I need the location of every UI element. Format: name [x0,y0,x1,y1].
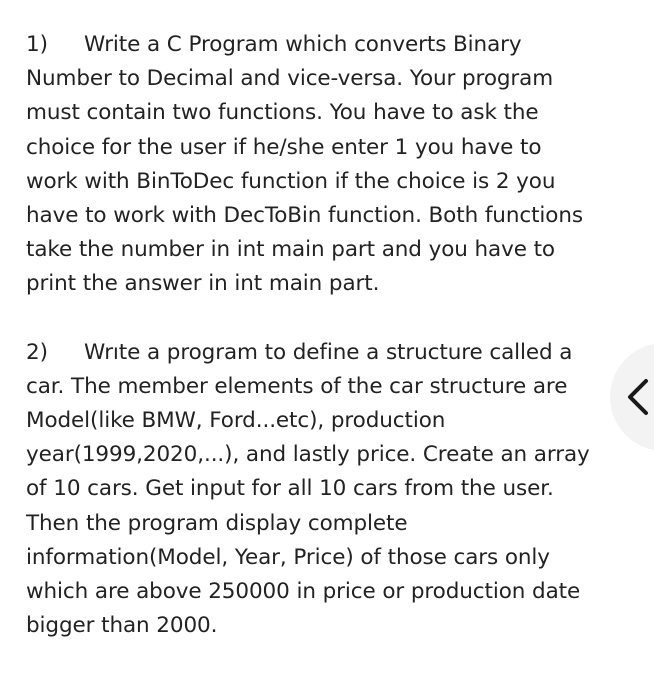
question-2-text-line: information(Model, Year, Price) of those cars only [26,544,550,570]
question-2-text-line: Wrıte a program to define a structure called a [84,339,573,365]
question-1-text-line: work with BinToDec function if the choice is 2 you [26,168,556,194]
question-2 [26,336,636,644]
question-1-text-line: have to work with DecToBin function. Both functions [26,203,583,229]
document-body [26,28,636,643]
question-2-text-line: car. The member elements of the car structure are [26,373,568,399]
question-2-text-line: which are above 250000 in price or production date [26,579,581,605]
question-2-number: 2) [26,339,48,365]
question-2-text-line: of 10 cars. Get input for all 10 cars from the user. [26,476,554,502]
question-1-text-line: print the answer in int main part. [26,271,380,297]
question-1 [26,28,636,302]
question-2-line-1 [26,336,636,370]
question-1-number: 1) [26,32,48,57]
question-1-text-line: take the number in int main part and you have to [26,237,555,263]
question-1-line-1 [26,28,636,62]
question-1-text-line: Write a C Program which converts Binary [84,32,522,57]
question-2-text-line: year(1999,2020,...), and lastly price. Create an array [26,442,590,468]
chevron-left-icon [624,377,652,417]
question-2-text-line: bigger than 2000. [26,613,218,639]
question-1-text-line: must contain two functions. You have to ask the [26,100,539,126]
question-2-text-line: Then the program display complete [26,510,408,536]
question-1-text-line: choice for the user if he/she enter 1 you have to [26,134,542,160]
question-1-text-line: Number to Decimal and vice-versa. Your program [26,66,554,92]
question-2-text-line: Model(like BMW, Ford...etc), production [26,408,446,434]
